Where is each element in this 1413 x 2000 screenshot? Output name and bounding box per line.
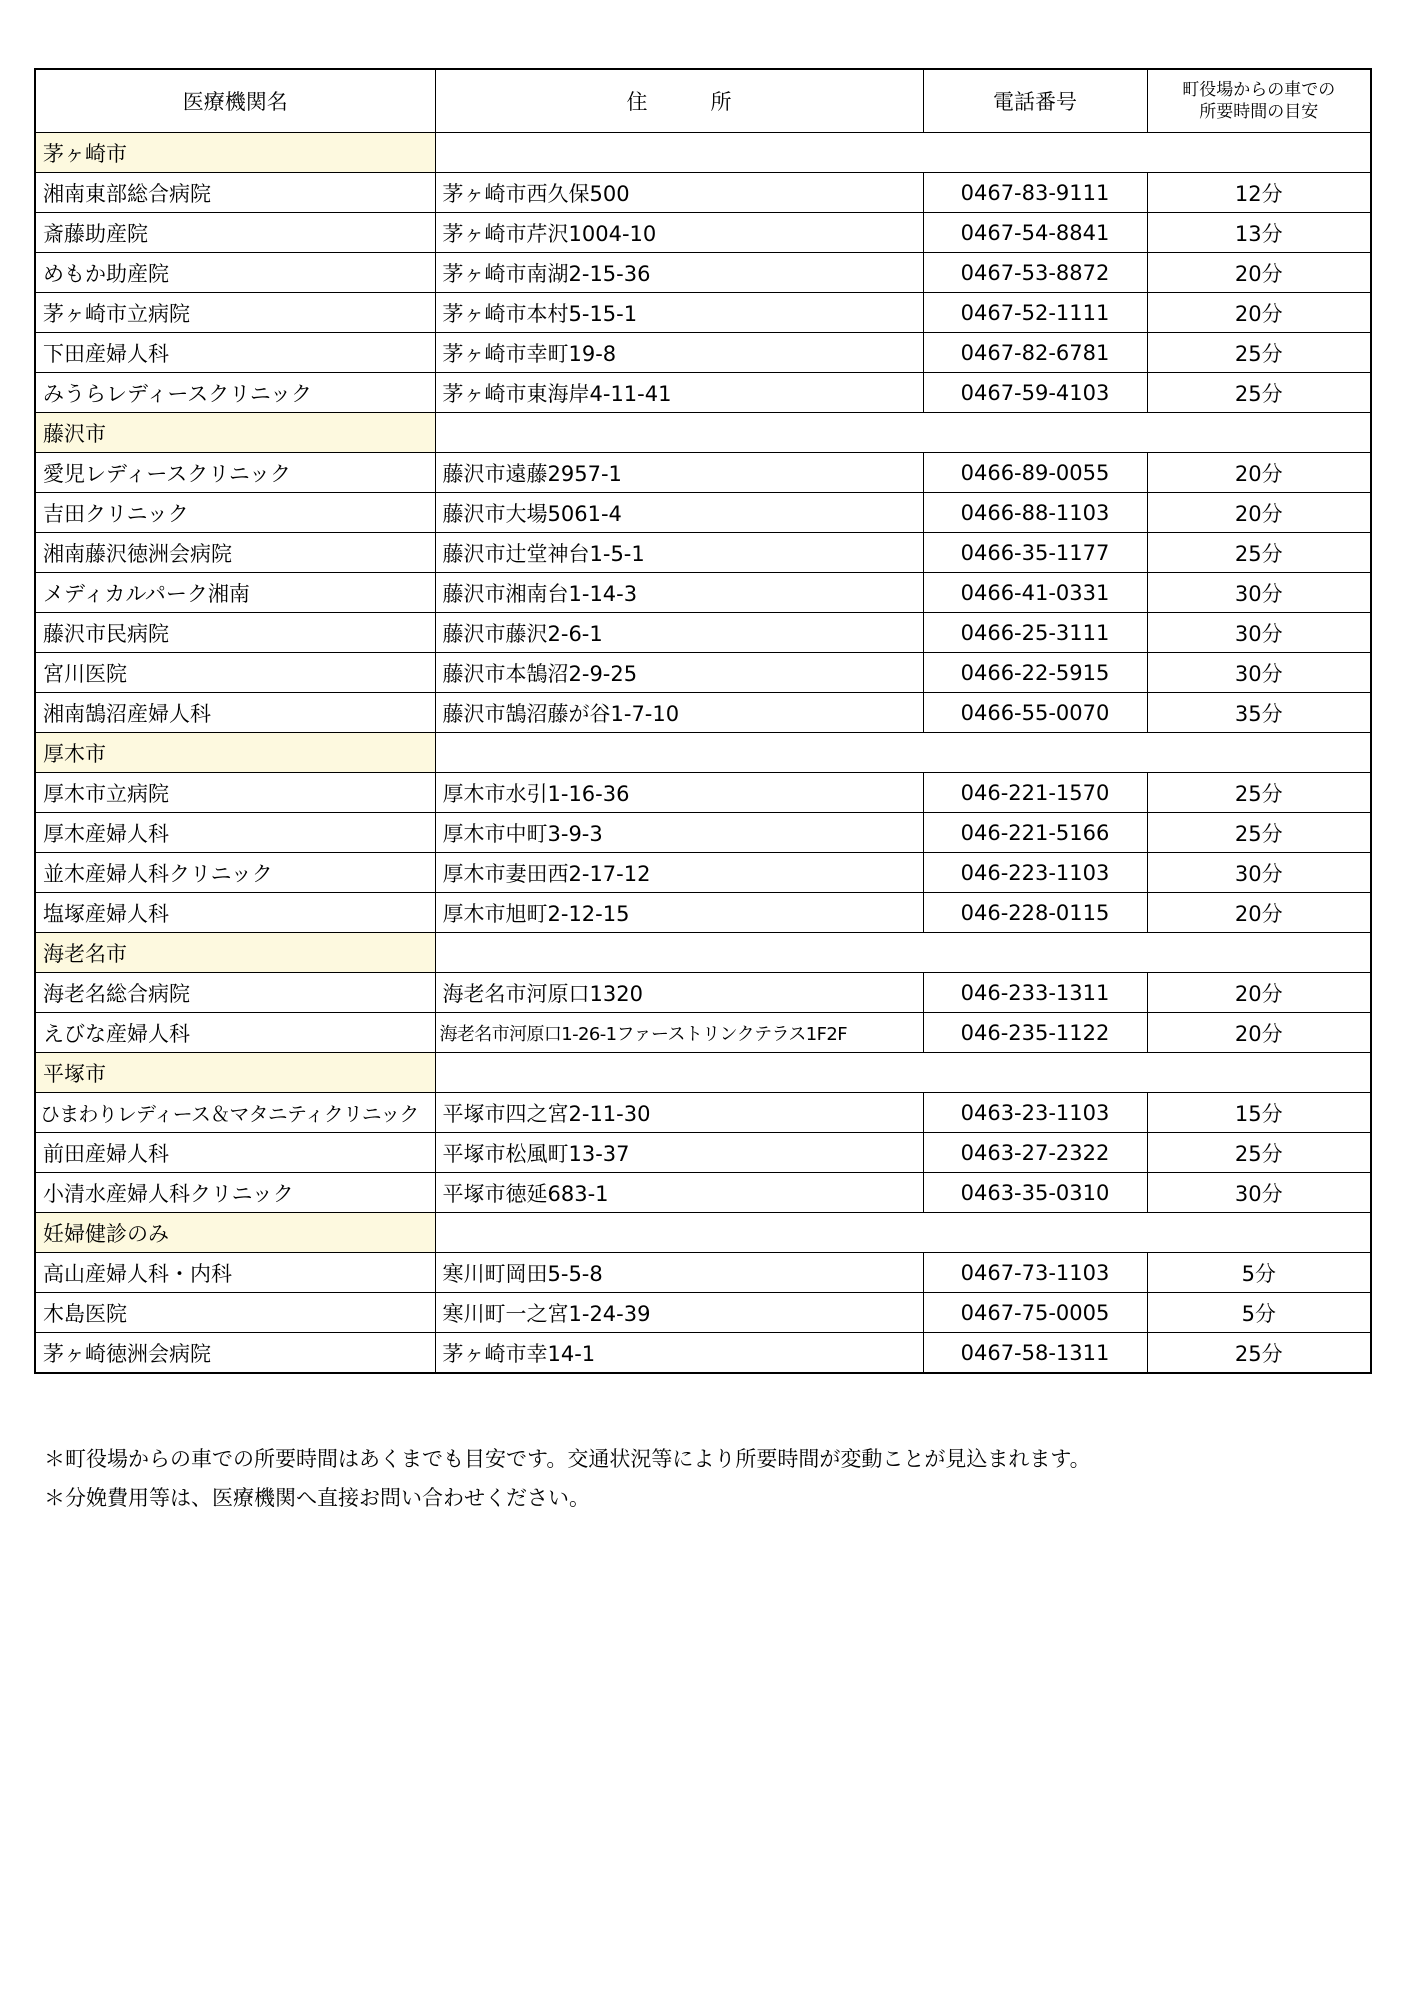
header-travel-time-line2: 所要時間の目安 xyxy=(1199,102,1319,122)
table-row xyxy=(35,293,1371,333)
table-row xyxy=(35,973,1371,1013)
facility-phone: 0463-23-1103 xyxy=(923,1093,1147,1133)
facility-name: 吉田クリニック xyxy=(35,493,435,533)
notes xyxy=(44,1440,1091,1518)
travel-time: 25分 xyxy=(1147,1133,1371,1173)
facility-address: 茅ヶ崎市芹沢1004-10 xyxy=(435,213,923,253)
travel-time: 30分 xyxy=(1147,573,1371,613)
travel-time: 20分 xyxy=(1147,493,1371,533)
table-row xyxy=(35,653,1371,693)
region-label: 海老名市 xyxy=(35,933,435,973)
region-row-filler xyxy=(435,1213,1371,1253)
facility-table xyxy=(34,68,1372,1374)
facility-name: 海老名総合病院 xyxy=(35,973,435,1013)
facility-name: ひまわりレディース＆マタニティクリニック xyxy=(35,1093,435,1133)
travel-time: 20分 xyxy=(1147,293,1371,333)
travel-time: 25分 xyxy=(1147,333,1371,373)
region-label: 妊婦健診のみ xyxy=(35,1213,435,1253)
facility-address: 海老名市河原口1320 xyxy=(435,973,923,1013)
table-row xyxy=(35,213,1371,253)
travel-time: 20分 xyxy=(1147,453,1371,493)
facility-phone: 0467-53-8872 xyxy=(923,253,1147,293)
facility-name: めもか助産院 xyxy=(35,253,435,293)
table-row xyxy=(35,1333,1371,1374)
travel-time: 30分 xyxy=(1147,653,1371,693)
facility-address: 寒川町岡田5-5-8 xyxy=(435,1253,923,1293)
facility-name: 木島医院 xyxy=(35,1293,435,1333)
facility-name: メディカルパーク湘南 xyxy=(35,573,435,613)
facility-address: 茅ヶ崎市西久保500 xyxy=(435,173,923,213)
facility-address: 茅ヶ崎市南湖2-15-36 xyxy=(435,253,923,293)
table-row xyxy=(35,1173,1371,1213)
facility-address: 厚木市旭町2-12-15 xyxy=(435,893,923,933)
region-label: 平塚市 xyxy=(35,1053,435,1093)
facility-address: 寒川町一之宮1-24-39 xyxy=(435,1293,923,1333)
table-row xyxy=(35,533,1371,573)
facility-phone: 0467-58-1311 xyxy=(923,1333,1147,1374)
facility-name: 前田産婦人科 xyxy=(35,1133,435,1173)
table-row xyxy=(35,893,1371,933)
facility-phone: 0463-27-2322 xyxy=(923,1133,1147,1173)
travel-time: 25分 xyxy=(1147,813,1371,853)
header-name: 医療機関名 xyxy=(35,69,435,133)
facility-phone: 046-228-0115 xyxy=(923,893,1147,933)
header-travel-time xyxy=(1147,69,1371,133)
facility-name: 小清水産婦人科クリニック xyxy=(35,1173,435,1213)
table-row xyxy=(35,573,1371,613)
region-row xyxy=(35,1053,1371,1093)
header-address: 住 所 xyxy=(435,69,923,133)
travel-time: 5分 xyxy=(1147,1293,1371,1333)
facility-address: 藤沢市湘南台1-14-3 xyxy=(435,573,923,613)
region-row xyxy=(35,413,1371,453)
travel-time: 30分 xyxy=(1147,613,1371,653)
region-row xyxy=(35,933,1371,973)
facility-name: みうらレディースクリニック xyxy=(35,373,435,413)
facility-address: 平塚市松風町13-37 xyxy=(435,1133,923,1173)
travel-time: 35分 xyxy=(1147,693,1371,733)
region-row-filler xyxy=(435,933,1371,973)
facility-address: 茅ヶ崎市東海岸4-11-41 xyxy=(435,373,923,413)
facility-name: 高山産婦人科・内科 xyxy=(35,1253,435,1293)
facility-name: えびな産婦人科 xyxy=(35,1013,435,1053)
facility-phone: 0466-35-1177 xyxy=(923,533,1147,573)
region-label: 厚木市 xyxy=(35,733,435,773)
facility-phone: 0467-83-9111 xyxy=(923,173,1147,213)
facility-phone: 0467-82-6781 xyxy=(923,333,1147,373)
facility-address: 平塚市四之宮2-11-30 xyxy=(435,1093,923,1133)
facility-name: 湘南東部総合病院 xyxy=(35,173,435,213)
table-row xyxy=(35,453,1371,493)
facility-address: 茅ヶ崎市本村5-15-1 xyxy=(435,293,923,333)
facility-name: 厚木市立病院 xyxy=(35,773,435,813)
facility-phone: 0467-59-4103 xyxy=(923,373,1147,413)
facility-name: 並木産婦人科クリニック xyxy=(35,853,435,893)
table-header-row xyxy=(35,69,1371,133)
table-row xyxy=(35,813,1371,853)
facility-name: 斎藤助産院 xyxy=(35,213,435,253)
travel-time: 30分 xyxy=(1147,1173,1371,1213)
facility-phone: 0466-89-0055 xyxy=(923,453,1147,493)
facility-table-container xyxy=(34,68,1370,1374)
region-row xyxy=(35,1213,1371,1253)
table-row xyxy=(35,1133,1371,1173)
facility-address: 厚木市中町3-9-3 xyxy=(435,813,923,853)
facility-address: 厚木市水引1-16-36 xyxy=(435,773,923,813)
travel-time: 20分 xyxy=(1147,253,1371,293)
header-travel-time-line1: 町役場からの車での xyxy=(1182,80,1336,100)
note-travel-time: ＊町役場からの車での所要時間はあくまでも目安です。交通状況等により所要時間が変動ことが見込まれます。 xyxy=(44,1447,1091,1471)
table-row xyxy=(35,773,1371,813)
region-row xyxy=(35,133,1371,173)
facility-name: 下田産婦人科 xyxy=(35,333,435,373)
facility-phone: 046-235-1122 xyxy=(923,1013,1147,1053)
table-row xyxy=(35,613,1371,653)
header-phone: 電話番号 xyxy=(923,69,1147,133)
table-row xyxy=(35,1253,1371,1293)
facility-address: 藤沢市本鵠沼2-9-25 xyxy=(435,653,923,693)
note-delivery-cost: ＊分娩費用等は、医療機関へ直接お問い合わせください。 xyxy=(44,1486,590,1510)
region-row-filler xyxy=(435,133,1371,173)
travel-time: 25分 xyxy=(1147,1333,1371,1374)
table-row xyxy=(35,853,1371,893)
facility-address: 海老名市河原口1-26-1ファーストリンクテラス1F2F xyxy=(435,1013,923,1053)
facility-address: 藤沢市大場5061-4 xyxy=(435,493,923,533)
table-row xyxy=(35,1293,1371,1333)
facility-phone: 0466-41-0331 xyxy=(923,573,1147,613)
travel-time: 30分 xyxy=(1147,853,1371,893)
facility-address: 平塚市徳延683-1 xyxy=(435,1173,923,1213)
facility-name: 湘南藤沢徳洲会病院 xyxy=(35,533,435,573)
facility-address: 藤沢市辻堂神台1-5-1 xyxy=(435,533,923,573)
facility-name: 茅ヶ崎徳洲会病院 xyxy=(35,1333,435,1374)
travel-time: 15分 xyxy=(1147,1093,1371,1133)
facility-phone: 0466-55-0070 xyxy=(923,693,1147,733)
table-row xyxy=(35,493,1371,533)
facility-phone: 046-233-1311 xyxy=(923,973,1147,1013)
facility-address: 厚木市妻田西2-17-12 xyxy=(435,853,923,893)
table-row xyxy=(35,333,1371,373)
facility-phone: 0467-75-0005 xyxy=(923,1293,1147,1333)
facility-phone: 0466-25-3111 xyxy=(923,613,1147,653)
region-label: 藤沢市 xyxy=(35,413,435,453)
table-row xyxy=(35,1013,1371,1053)
travel-time: 13分 xyxy=(1147,213,1371,253)
facility-name: 湘南鵠沼産婦人科 xyxy=(35,693,435,733)
facility-name: 藤沢市民病院 xyxy=(35,613,435,653)
facility-address: 茅ヶ崎市幸町19-8 xyxy=(435,333,923,373)
facility-name: 厚木産婦人科 xyxy=(35,813,435,853)
region-row-filler xyxy=(435,1053,1371,1093)
facility-phone: 046-221-5166 xyxy=(923,813,1147,853)
travel-time: 20分 xyxy=(1147,893,1371,933)
facility-phone: 0467-52-1111 xyxy=(923,293,1147,333)
travel-time: 20分 xyxy=(1147,1013,1371,1053)
travel-time: 12分 xyxy=(1147,173,1371,213)
travel-time: 5分 xyxy=(1147,1253,1371,1293)
travel-time: 25分 xyxy=(1147,533,1371,573)
facility-phone: 046-223-1103 xyxy=(923,853,1147,893)
table-row xyxy=(35,173,1371,213)
travel-time: 20分 xyxy=(1147,973,1371,1013)
table-row xyxy=(35,693,1371,733)
facility-name: 宮川医院 xyxy=(35,653,435,693)
travel-time: 25分 xyxy=(1147,373,1371,413)
region-row-filler xyxy=(435,413,1371,453)
facility-phone: 0467-54-8841 xyxy=(923,213,1147,253)
facility-phone: 0466-88-1103 xyxy=(923,493,1147,533)
facility-address: 藤沢市遠藤2957-1 xyxy=(435,453,923,493)
facility-address: 茅ヶ崎市幸14-1 xyxy=(435,1333,923,1374)
facility-phone: 0467-73-1103 xyxy=(923,1253,1147,1293)
region-row xyxy=(35,733,1371,773)
region-label: 茅ヶ崎市 xyxy=(35,133,435,173)
facility-phone: 0466-22-5915 xyxy=(923,653,1147,693)
facility-name: 愛児レディースクリニック xyxy=(35,453,435,493)
travel-time: 25分 xyxy=(1147,773,1371,813)
table-body xyxy=(35,133,1371,1374)
facility-name: 塩塚産婦人科 xyxy=(35,893,435,933)
table-row xyxy=(35,373,1371,413)
table-row xyxy=(35,1093,1371,1133)
region-row-filler xyxy=(435,733,1371,773)
facility-address: 藤沢市藤沢2-6-1 xyxy=(435,613,923,653)
facility-address: 藤沢市鵠沼藤が谷1-7-10 xyxy=(435,693,923,733)
facility-phone: 046-221-1570 xyxy=(923,773,1147,813)
facility-name: 茅ヶ崎市立病院 xyxy=(35,293,435,333)
table-row xyxy=(35,253,1371,293)
facility-phone: 0463-35-0310 xyxy=(923,1173,1147,1213)
